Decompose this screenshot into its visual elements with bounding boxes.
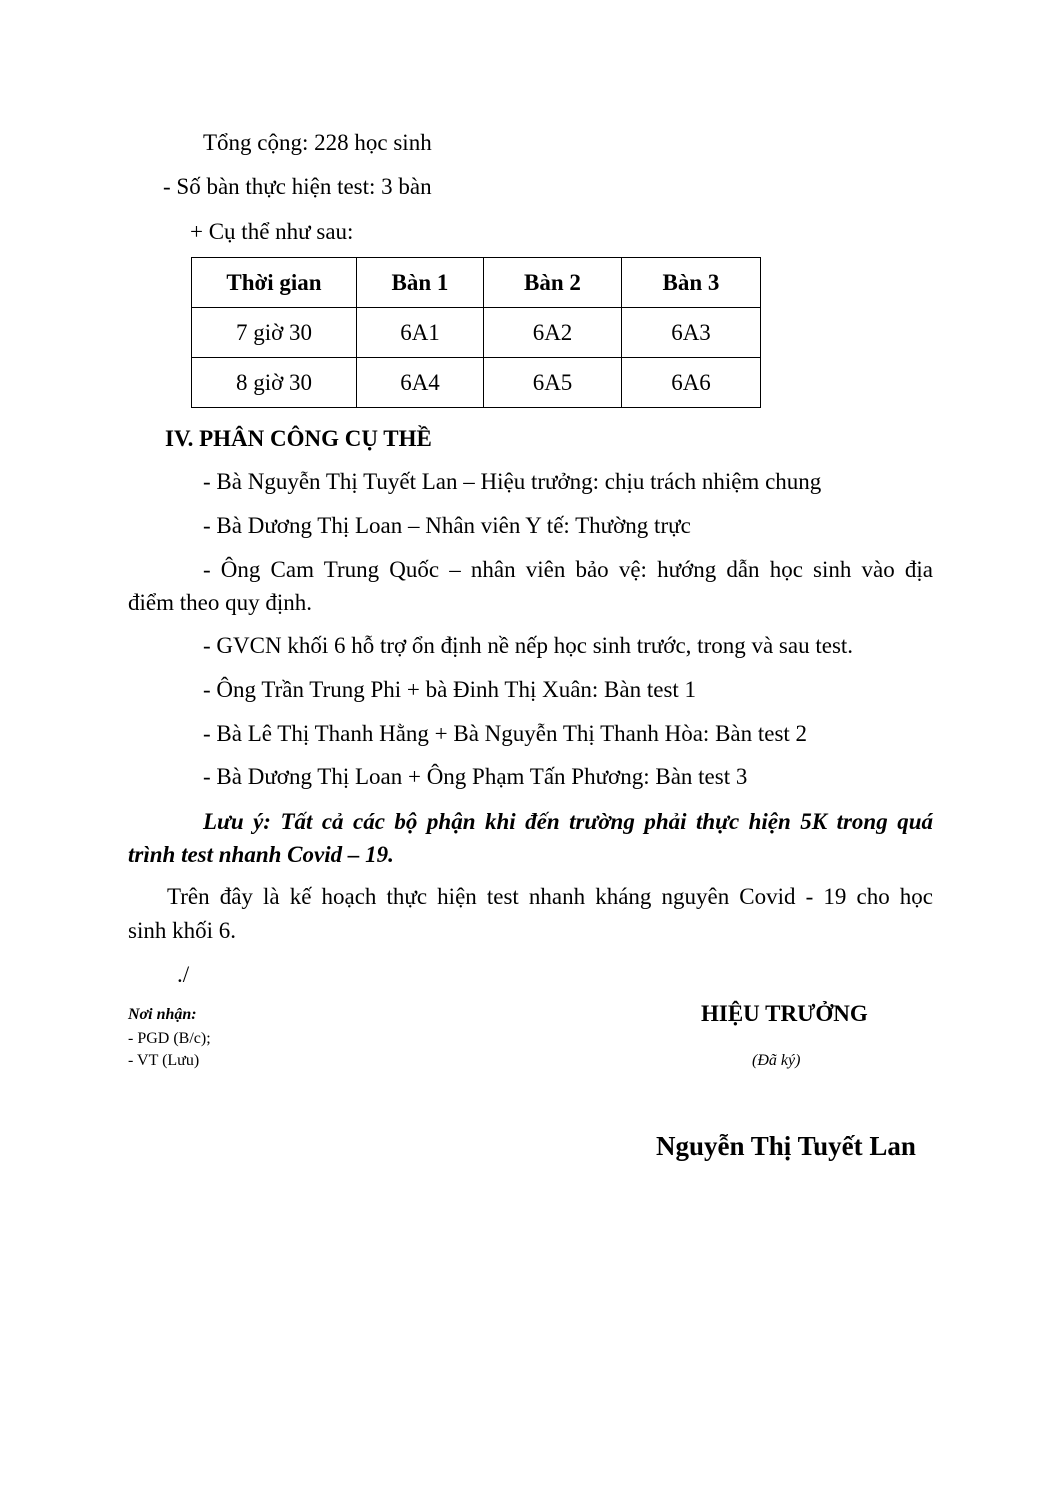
closing-line-1: Trên đây là kế hoạch thực hiện test nhanh kháng nguyên Covid - 19 cho học [167, 884, 933, 909]
section-heading: IV. PHÂN CÔNG CỤ THỀ [165, 426, 432, 451]
table-row [192, 358, 761, 408]
table-cell: 8 giờ 30 [192, 358, 357, 408]
test-tables-count: - Số bàn thực hiện test: 3 bàn [163, 174, 432, 199]
assignment-item: - Ông Cam Trung Quốc – nhân viên bảo vệ: hướng dẫn học sinh vào địa [203, 557, 933, 582]
signature-status: (Đã ký) [752, 1052, 801, 1069]
recipients-label: Nơi nhận: [128, 1006, 197, 1023]
header-table-3: Bàn 3 [622, 258, 761, 308]
header-time: Thời gian [192, 258, 357, 308]
signature-title: HIỆU TRƯỞNG [701, 1001, 868, 1026]
table-cell: 7 giờ 30 [192, 308, 357, 358]
table-header-row [192, 258, 761, 308]
table-cell: 6A2 [484, 308, 622, 358]
table-cell: 6A1 [357, 308, 484, 358]
assignment-item: - Bà Lê Thị Thanh Hằng + Bà Nguyễn Thị Thanh Hòa: Bàn test 2 [203, 721, 808, 746]
closing-line-2: sinh khối 6. [128, 918, 236, 943]
note-line-2: trình test nhanh Covid – 19. [128, 842, 394, 867]
header-table-2: Bàn 2 [484, 258, 622, 308]
end-mark: ./ [177, 962, 190, 987]
table-cell: 6A5 [484, 358, 622, 408]
assignment-item: - GVCN khối 6 hỗ trợ ổn định nề nếp học sinh trước, trong và sau test. [203, 633, 854, 658]
assignment-item: - Bà Nguyễn Thị Tuyết Lan – Hiệu trưởng: chịu trách nhiệm chung [203, 469, 822, 494]
table-cell: 6A3 [622, 308, 761, 358]
assignment-item: - Bà Dương Thị Loan + Ông Phạm Tấn Phương: Bàn test 3 [203, 764, 748, 789]
table-cell: 6A4 [357, 358, 484, 408]
assignment-item-continued: điểm theo quy định. [128, 590, 312, 615]
schedule-table [191, 257, 761, 408]
header-table-1: Bàn 1 [357, 258, 484, 308]
assignment-item: - Ông Trần Trung Phi + bà Đinh Thị Xuân: Bàn test 1 [203, 677, 697, 702]
table-cell: 6A6 [622, 358, 761, 408]
note-line-1: Lưu ý: Tất cả các bộ phận khi đến trường phải thực hiện 5K trong quá [203, 809, 933, 834]
total-students: Tổng cộng: 228 học sinh [203, 130, 432, 155]
assignment-item: - Bà Dương Thị Loan – Nhân viên Y tế: Thường trực [203, 513, 691, 538]
detail-intro: + Cụ thể như sau: [190, 219, 354, 244]
signer-name: Nguyễn Thị Tuyết Lan [656, 1131, 916, 1161]
recipient-item: - VT (Lưu) [128, 1052, 200, 1069]
recipient-item: - PGD (B/c); [128, 1030, 211, 1047]
table-row [192, 308, 761, 358]
